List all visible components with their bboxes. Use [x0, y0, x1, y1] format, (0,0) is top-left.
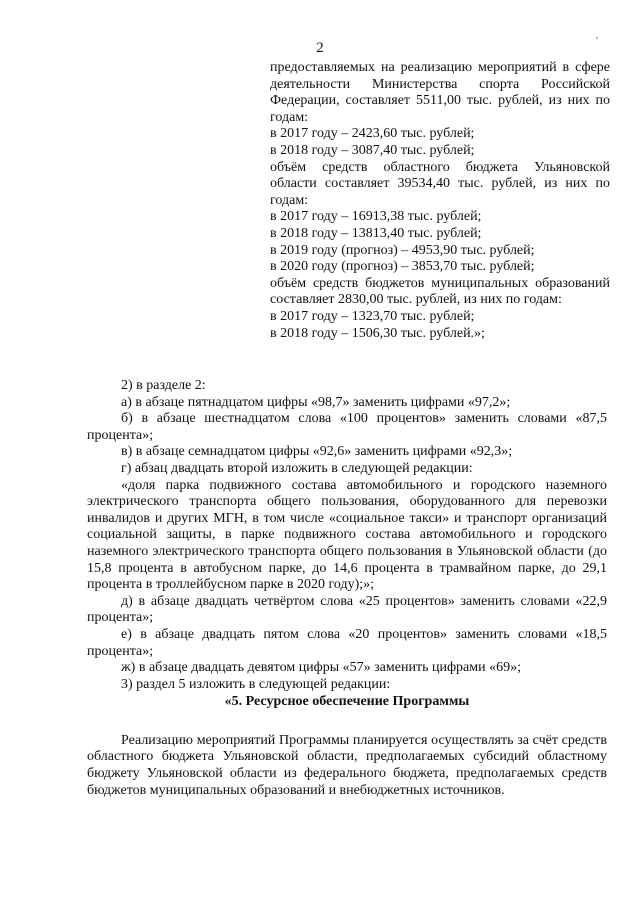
section-heading: «5. Ресурсное обеспечение Программы: [224, 694, 470, 710]
amendments-text: [87, 378, 607, 799]
federal-funding-text: предоставляемых на реализацию мероприятий в сфере деятельности Министерства спорта Российской Федерации, составляет 5511,00 тыс. рублей, из них по годам:: [270, 60, 610, 125]
corner-mark: ': [596, 36, 598, 47]
year-line: в 2017 году – 1323,70 тыс. рублей;: [270, 308, 475, 324]
sub-item-d: д) в абзаце двадцать четвёртом слова «25 процентов» заменить словами «22,9 процента»;: [87, 593, 607, 626]
regional-funding-text: объём средств областного бюджета Ульяновской области составляет 39534,40 тыс. рублей, из них по годам:: [270, 159, 610, 208]
year-line: в 2017 году – 2423,60 тыс. рублей;: [270, 126, 475, 142]
municipal-funding-text: объём средств бюджетов муниципальных образований составляет 2830,00 тыс. рублей, из них по годам:: [270, 275, 610, 308]
year-line: в 2018 году – 13813,40 тыс. рублей;: [270, 225, 482, 241]
year-line: в 2019 году (прогноз) – 4953,90 тыс. рублей;: [270, 242, 535, 258]
year-line: в 2018 году – 3087,40 тыс. рублей;: [270, 142, 475, 158]
spacer: [87, 711, 607, 733]
year-line: в 2017 году – 16913,38 тыс. рублей;: [270, 209, 482, 225]
year-line: в 2018 году – 1506,30 тыс. рублей.»;: [270, 325, 485, 341]
quoted-paragraph: «доля парка подвижного состава автомобильного и городского наземного электрического транспорта общего пользования, оборудованного для перевозки инвалидов и других МГН, в том числе «социальное такси» и транспорт организаций социальной защиты, в парке подвижного состава автомобильного и городского наземного электрического транспорта общего пользования в Ульяновской области (до 15,8 процента в автобусном парке, до 14,6 процента в трамвайном парке, до 29,1 процента в троллейбусном парке в 2020 году);»;: [87, 477, 607, 593]
sub-item-g: г) абзац двадцать второй изложить в следующей редакции:: [121, 460, 473, 476]
final-paragraph: Реализацию мероприятий Программы планируется осуществлять за счёт средств областного бюджета Ульяновской области, предполагаемых субсидий областному бюджету Ульяновской области из федерального бюджета, предполагаемых средств бюджетов муниципальных образований и внебюджетных источников.: [87, 732, 607, 798]
section-3-item: 3) раздел 5 изложить в следующей редакции:: [121, 676, 391, 692]
sub-item-zh: ж) в абзаце двадцать девятом цифры «57» заменить цифрами «69»;: [121, 660, 521, 676]
section-2-item: 2) в разделе 2:: [121, 378, 206, 393]
page-number: 2: [316, 40, 324, 56]
sub-item-v: в) в абзаце семнадцатом цифры «92,6» заменить цифрами «92,3»;: [121, 444, 513, 460]
funding-summary-block: [270, 60, 610, 342]
year-line: в 2020 году (прогноз) – 3853,70 тыс. рублей;: [270, 259, 535, 275]
sub-item-e: е) в абзаце двадцать пятом слова «20 процентов» заменить словами «18,5 процента»;: [87, 626, 607, 659]
sub-item-b: б) в абзаце шестнадцатом слова «100 процентов» заменить словами «87,5 процента»;: [87, 411, 607, 443]
sub-item-a: а) в абзаце пятнадцатом цифры «98,7» заменить цифрами «97,2»;: [121, 394, 511, 410]
